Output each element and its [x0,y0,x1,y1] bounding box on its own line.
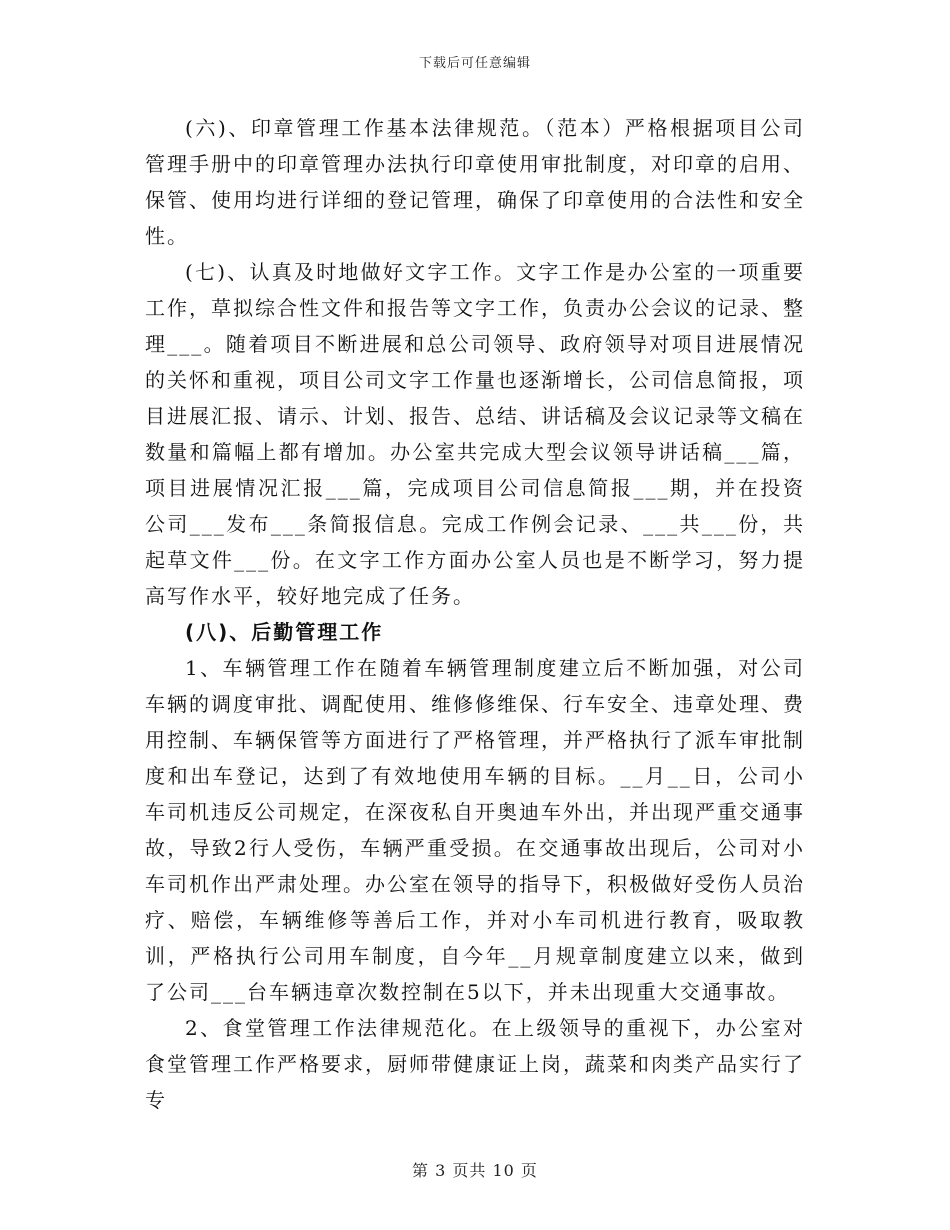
section-heading-logistics: (八)、后勤管理工作 [185,620,384,644]
paragraph-seal-management: (六)、印章管理工作基本法律规范。（范本）严格根据项目公司管理手册中的印章管理办法执行印章使用审批制度，对印章的启用、保管、使用均进行详细的登记管理，确保了印章使用的合法性和安全性。 [145,116,805,248]
page-header: 下载后可任意编辑 [418,56,531,71]
document-body [145,110,805,1118]
page-number: 第 3 页共 10 页 [412,1161,538,1180]
paragraph-writing-work: (七)、认真及时地做好文字工作。文字工作是办公室的一项重要工作，草拟综合性文件和报告等文字工作，负责办公会议的记录、整理___。随着项目不断进展和总公司领导、政府领导对项目进展情况的关怀和重视，项目公司文字工作量也逐渐增长，公司信息简报，项目进展汇报、请示、计划、报告、总结、讲话稿及会议记录等文稿在数量和篇幅上都有增加。办公室共完成大型会议领导讲话稿___篇，项目进展情况汇报___篇，完成项目公司信息简报___期，并在投资公司___发布___条简报信息。完成工作例会记录、___共___份，共起草文件___份。在文字工作方面办公室人员也是不断学习，努力提高写作水平，较好地完成了任务。 [145,260,805,608]
paragraph-vehicle-management: 1、车辆管理工作在随着车辆管理制度建立后不断加强，对公司车辆的调度审批、调配使用、维修修维保、行车安全、违章处理、费用控制、车辆保管等方面进行了严格管理，并严格执行了派车审批制度和出车登记，达到了有效地使用车辆的目标。__月__日，公司小车司机违反公司规定，在深夜私自开奥迪车外出，并出现严重交通事故，导致2行人受伤，车辆严重受损。在交通事故出现后，公司对小车司机作出严肃处理。办公室在领导的指导下，积极做好受伤人员治疗、赔偿，车辆维修等善后工作，并对小车司机进行教育，吸取教训，严格执行公司用车制度，自今年__月规章制度建立以来，做到了公司___台车辆违章次数控制在5以下，并未出现重大交通事故。 [145,656,805,1004]
paragraph-canteen-management: 2、食堂管理工作法律规范化。在上级领导的重视下，办公室对食堂管理工作严格要求，厨师带健康证上岗，蔬菜和肉类产品实行了专 [145,1016,805,1112]
